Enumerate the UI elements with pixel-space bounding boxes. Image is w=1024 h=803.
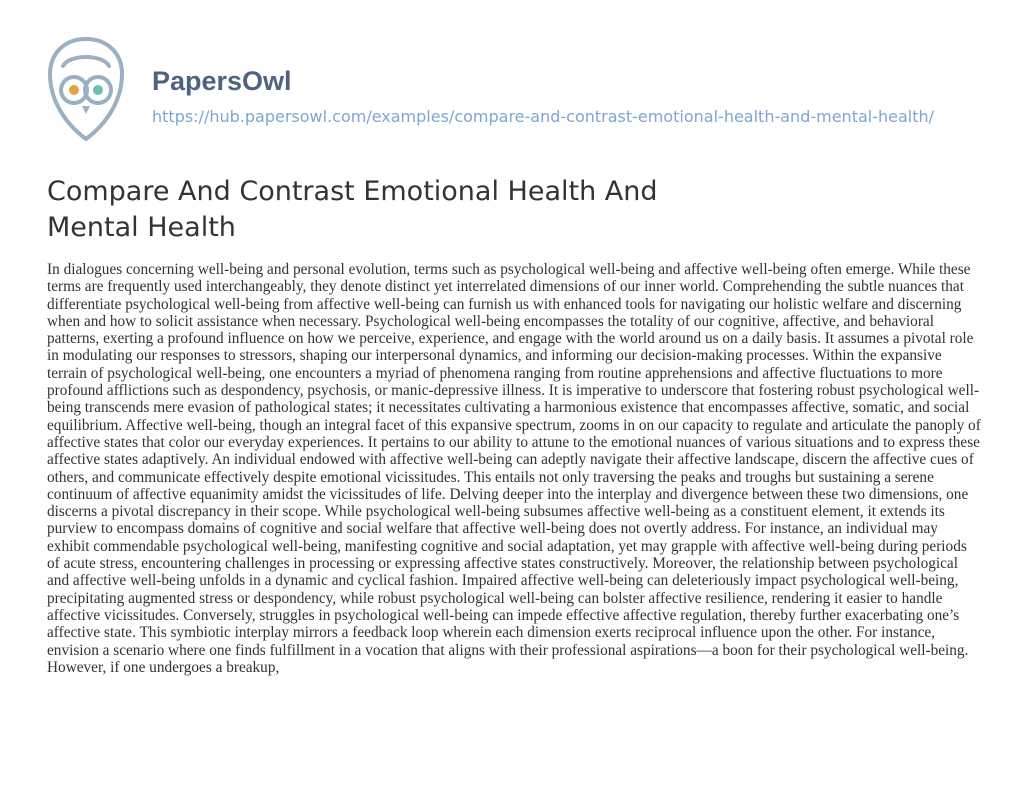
page-title: Compare And Contrast Emotional Health And Mental Health	[47, 176, 658, 243]
body-paragraph: In dialogues concerning well-being and personal evolution, terms such as psychological well-being and affective well-being often emerge. While these terms are frequently used interchangeably, they denote distinct yet interrelated dimensions of our inner world. Comprehending the subtle nuances that differentiate psychological well-being from affective well-being can furnish us with enhanced tools for navigating our holistic welfare and discerning when and how to solicit assistance when necessary. Psychological well-being encompasses the totality of our cognitive, affective, and behavioral patterns, exerting a profound influence on how we perceive, experience, and engage with the world around us on a daily basis. It assumes a pivotal role in modulating our responses to stressors, shaping our interpersonal dynamics, and informing our decision-making processes. Within the expansive terrain of psychological well-being, one encounters a myriad of phenomena ranging from routine apprehensions and affective fluctuations to more profound afflictions such as despondency, psychosis, or manic-depressive illness. It is imperative to underscore that fostering robust psychological well-being transcends mere evasion of pathological states; it necessitates cultivating a harmonious existence that encompasses affective, somatic, and social equilibrium. Affective well-being, though an integral facet of this expansive spectrum, zooms in on our capacity to regulate and articulate the panoply of affective states that color our everyday experiences. It pertains to our ability to attune to the emotional nuances of various situations and to express these affective states adaptively. An individual endowed with affective well-being can adeptly navigate their affective landscape, discern the affective cues of others, and communicate effectively despite emotional vicissitudes. This entails not only traversing the peaks and troughs but sustaining a serene continuum of affective equanimity amidst the vicissitudes of life. Delving deeper into the interplay and divergence between these two dimensions, one discerns a pivotal discrepancy in their scope. While psychological well-being subsumes affective well-being as a constituent element, it extends its purview to encompass domains of cognitive and social welfare that affective well-being does not overtly address. For instance, an individual may exhibit commendable psychological well-being, manifesting cognitive and social adaptation, yet may grapple with affective well-being during periods of acute stress, encountering challenges in processing or expressing affective states constructively. Moreover, the relationship between psychological and affective well-being unfolds in a dynamic and cyclical fashion. Impaired affective well-being can deleteriously impact psychological well-being, precipitating augmented stress or despondency, while robust psychological well-being can bolster affective resilience, rendering it easier to handle affective vicissitudes. Conversely, struggles in psychological well-being can impede effective affective regulation, thereby further exacerbating one’s affective state. This symbiotic interplay mirrors a feedback loop wherein each dimension exerts reciprocal influence upon the other. For instance, envision a scenario where one finds fulfillment in a vocation that aligns with their professional aspirations—a boon for their psychological well-being. However, if one undergoes a breakup,	[47, 261, 981, 676]
header	[45, 36, 985, 156]
brand-name[interactable]: PapersOwl	[152, 66, 292, 96]
owl-logo-icon[interactable]	[45, 36, 127, 142]
source-url-link[interactable]: https://hub.papersowl.com/examples/compare-and-contrast-emotional-health-and-mental-health/	[152, 107, 935, 126]
